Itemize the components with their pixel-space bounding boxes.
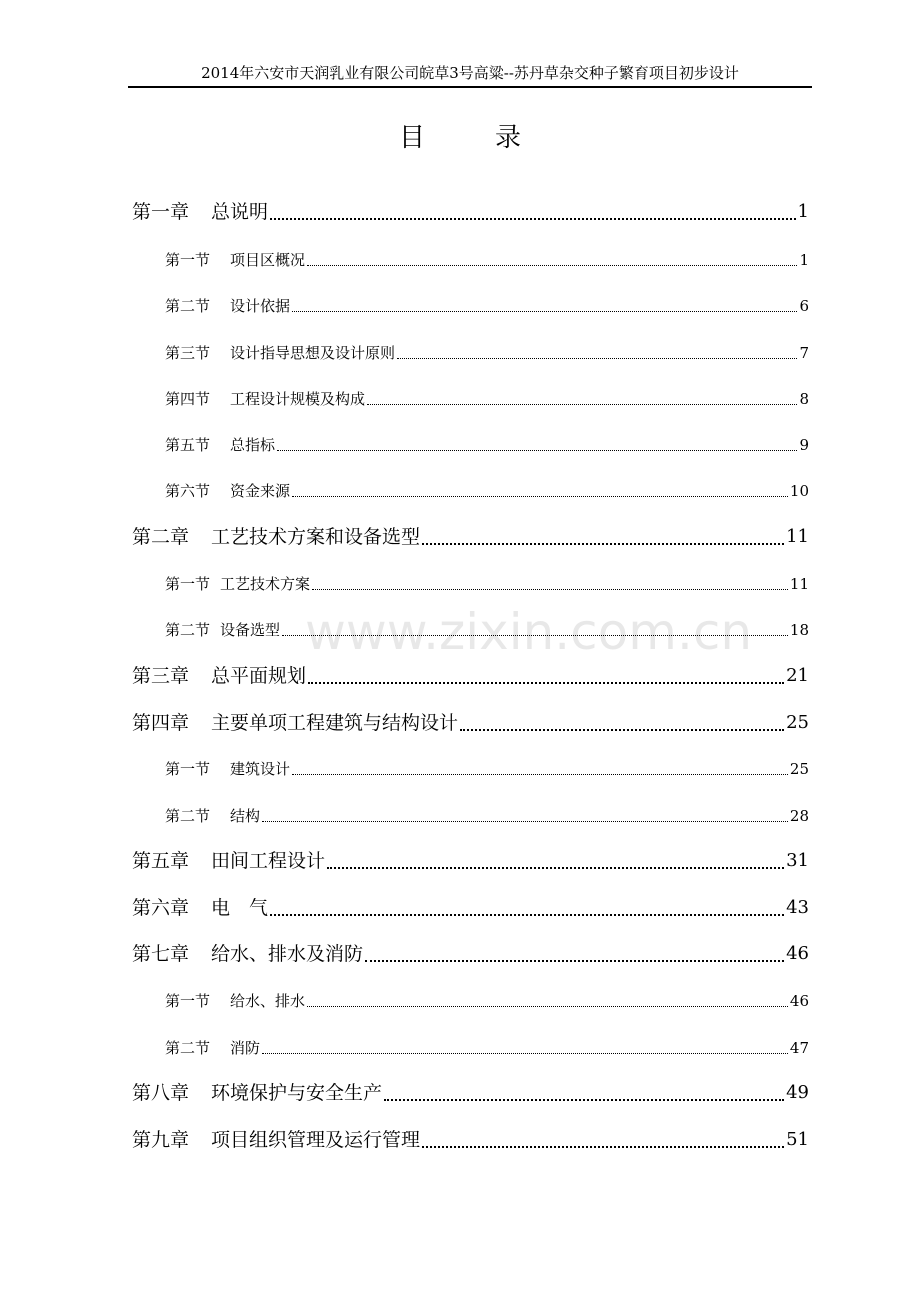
toc-entry-title: 工艺技术方案和设备选型 [211, 526, 421, 548]
toc-entry-title: 工程设计规模及构成 [230, 390, 366, 408]
toc-entry-page: 46 [786, 943, 809, 964]
toc-entry-title: 项目区概况 [230, 251, 306, 269]
dot-leader [307, 265, 797, 266]
toc-entry-title: 设计指导思想及设计原则 [230, 344, 396, 362]
toc-chapter-7[interactable] [132, 940, 809, 968]
toc-entry-page: 11 [789, 575, 809, 593]
toc-entry-number: 第一节 [165, 251, 211, 269]
toc-entry-page: 1 [797, 201, 809, 222]
toc-entry-page: 28 [789, 807, 809, 825]
toc-entry-number: 第四章 [132, 712, 190, 734]
toc-entry-title: 主要单项工程建筑与结构设计 [211, 712, 459, 734]
toc-entry-number: 第二节 [165, 1039, 211, 1057]
toc-section-1-3[interactable] [165, 341, 809, 365]
toc-entry-title: 电 气 [211, 897, 269, 919]
dot-leader [397, 358, 797, 359]
toc-entry-title: 环境保护与安全生产 [211, 1082, 383, 1104]
toc-entry-title: 田间工程设计 [211, 850, 326, 872]
toc-entry-page: 9 [799, 436, 809, 454]
toc-section-1-2[interactable] [165, 294, 809, 318]
dot-leader [270, 914, 784, 916]
toc-entry-title: 结构 [230, 807, 261, 825]
dot-leader [307, 1006, 788, 1007]
dot-leader [292, 496, 788, 497]
toc-section-4-1[interactable] [165, 757, 809, 781]
toc-entry-page: 18 [789, 621, 809, 639]
toc-section-1-1[interactable] [165, 248, 809, 272]
toc-entry-number: 第一章 [132, 201, 190, 223]
toc-section-7-1[interactable] [165, 989, 809, 1013]
toc-entry-title: 设计依据 [230, 297, 291, 315]
toc-entry-number: 第一节 [165, 992, 211, 1010]
toc-entry-number: 第四节 [165, 390, 211, 408]
toc-chapter-1[interactable] [132, 198, 809, 226]
toc-entry-number: 第八章 [132, 1082, 190, 1104]
toc-entry-page: 25 [786, 712, 809, 733]
dot-leader [422, 1146, 784, 1148]
toc-entry-page: 7 [799, 344, 809, 362]
toc-entry-title: 总指标 [230, 436, 276, 454]
toc-entry-title: 给水、排水 [230, 992, 306, 1010]
toc-entry-title: 资金来源 [230, 482, 291, 500]
dot-leader [460, 729, 784, 731]
dot-leader [308, 682, 784, 684]
toc-chapter-9[interactable] [132, 1126, 809, 1154]
toc-entry-number: 第六章 [132, 897, 190, 919]
toc-chapter-8[interactable] [132, 1079, 809, 1107]
toc-entry-number: 第二节 [165, 621, 211, 639]
toc-entry-page: 43 [786, 897, 809, 918]
toc-entry-number: 第二节 [165, 297, 211, 315]
toc-entry-number: 第九章 [132, 1129, 190, 1151]
toc-chapter-3[interactable] [132, 662, 809, 690]
toc-entry-page: 47 [789, 1039, 809, 1057]
toc-chapter-2[interactable] [132, 523, 809, 551]
toc-entry-page: 46 [789, 992, 809, 1010]
dot-leader [270, 218, 796, 220]
dot-leader [367, 404, 797, 405]
toc-entry-page: 10 [789, 482, 809, 500]
toc-section-2-1[interactable] [165, 572, 809, 596]
dot-leader [312, 589, 788, 590]
toc-entry-title: 消防 [230, 1039, 261, 1057]
toc-entry-title: 项目组织管理及运行管理 [211, 1129, 421, 1151]
toc-entry-number: 第一节 [165, 575, 211, 593]
dot-leader [327, 867, 784, 869]
toc-section-7-2[interactable] [165, 1036, 809, 1060]
dot-leader [262, 1053, 788, 1054]
toc-entry-page: 49 [786, 1082, 809, 1103]
toc-entry-number: 第七章 [132, 943, 190, 965]
toc-chapter-6[interactable] [132, 894, 809, 922]
toc-entry-page: 11 [786, 526, 809, 547]
toc-entry-number: 第六节 [165, 482, 211, 500]
toc-chapter-4[interactable] [132, 709, 809, 737]
toc-entry-title: 给水、排水及消防 [211, 943, 364, 965]
dot-leader [262, 821, 788, 822]
running-header: 2014年六安市天润乳业有限公司皖草3号高粱--苏丹草杂交种子繁育项目初步设计 [201, 64, 739, 82]
toc-entry-title: 总说明 [211, 201, 269, 223]
toc-entry-number: 第二节 [165, 807, 211, 825]
toc-title: 目 录 [398, 123, 543, 153]
toc-entry-page: 31 [786, 850, 809, 871]
toc-section-1-5[interactable] [165, 433, 809, 457]
dot-leader [384, 1099, 784, 1101]
dot-leader [422, 543, 784, 545]
toc-section-1-6[interactable] [165, 479, 809, 503]
dot-leader [292, 774, 788, 775]
toc-section-2-2[interactable] [165, 618, 809, 642]
toc-entry-page: 25 [789, 760, 809, 778]
toc-entry-page: 6 [799, 297, 809, 315]
toc-chapter-5[interactable] [132, 847, 809, 875]
toc-section-1-4[interactable] [165, 387, 809, 411]
toc-section-4-2[interactable] [165, 804, 809, 828]
dot-leader [282, 635, 788, 636]
dot-leader [292, 311, 797, 312]
toc-entry-title: 建筑设计 [230, 760, 291, 778]
toc-entry-page: 21 [786, 665, 809, 686]
dot-leader [277, 450, 797, 451]
header-rule [128, 86, 812, 88]
toc-entry-number: 第一节 [165, 760, 211, 778]
toc-entry-page: 8 [799, 390, 809, 408]
dot-leader [365, 960, 784, 962]
toc-entry-number: 第五节 [165, 436, 211, 454]
toc-entry-number: 第三章 [132, 665, 190, 687]
toc-entry-title: 总平面规划 [211, 665, 307, 687]
toc-entry-page: 1 [799, 251, 809, 269]
toc-entry-number: 第三节 [165, 344, 211, 362]
toc-entry-title: 工艺技术方案 [220, 575, 311, 593]
watermark: www.zixin.com.cn [305, 603, 753, 661]
toc-entry-page: 51 [786, 1129, 809, 1150]
toc-entry-number: 第二章 [132, 526, 190, 548]
toc-entry-number: 第五章 [132, 850, 190, 872]
toc-entry-title: 设备选型 [220, 621, 281, 639]
